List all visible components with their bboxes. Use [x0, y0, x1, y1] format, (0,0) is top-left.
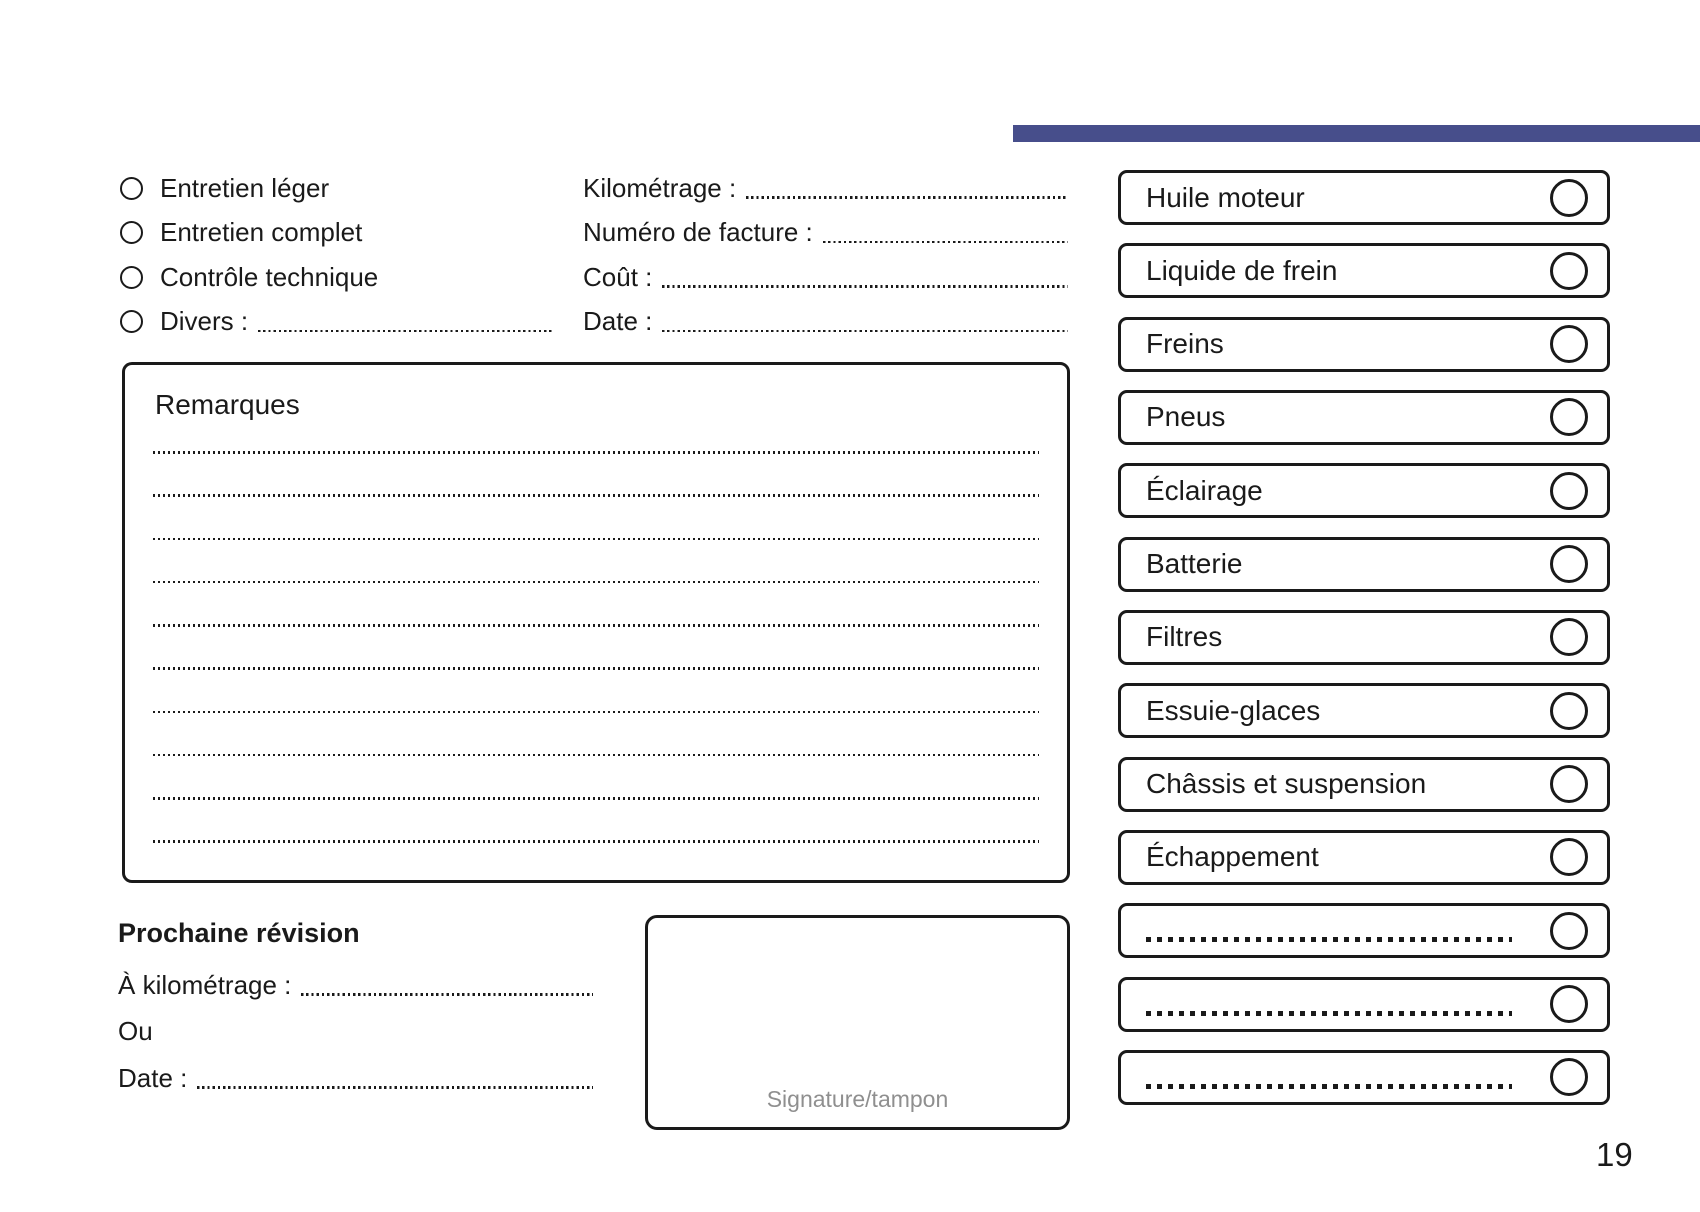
checklist-item-blank-2 — [1118, 977, 1610, 1032]
writing-line — [153, 840, 1039, 843]
checklist-item-batterie — [1118, 537, 1610, 592]
remarks-writing-lines — [153, 451, 1039, 843]
checklist-item-label: Freins — [1146, 328, 1224, 360]
check-circle-icon[interactable] — [1550, 618, 1588, 656]
checklist-item-huile-moteur — [1118, 170, 1610, 225]
remarks-title: Remarques — [155, 389, 300, 420]
field-write-in-line — [662, 285, 1068, 288]
checklist-item-label: Échappement — [1146, 841, 1319, 873]
next-service-write-in-line — [197, 1086, 593, 1089]
checklist-item-label: Liquide de frein — [1146, 254, 1338, 286]
writing-line — [153, 538, 1039, 541]
service-type-options — [120, 166, 552, 344]
checklist-item-liquide-de-frein — [1118, 243, 1610, 298]
service-option-divers — [120, 300, 552, 345]
page-number: 19 — [1596, 1136, 1633, 1173]
checklist-item-label: Châssis et suspension — [1146, 768, 1427, 800]
signature-label: Signature/tampon — [766, 1086, 949, 1112]
next-service-section — [118, 962, 593, 1102]
writing-line — [153, 711, 1039, 714]
service-option-label: Entretien léger — [160, 172, 330, 203]
blank-item-write-in-line — [1146, 937, 1512, 942]
check-circle-icon[interactable] — [1550, 325, 1588, 363]
checklist-item-freins — [1118, 317, 1610, 372]
field-label: Date : — [583, 306, 653, 337]
check-circle-icon[interactable] — [1550, 692, 1588, 730]
checklist-item-label: Filtres — [1146, 621, 1223, 653]
check-circle-icon[interactable] — [1550, 1058, 1588, 1096]
field-write-in-line — [823, 241, 1068, 244]
field-kilometrage — [583, 166, 1068, 211]
next-service-date — [118, 1055, 593, 1102]
signature-box — [645, 915, 1070, 1130]
divers-write-in-line — [258, 330, 552, 333]
check-circle-icon[interactable] — [1550, 985, 1588, 1023]
check-circle-icon[interactable] — [1550, 765, 1588, 803]
field-label: Numéro de facture : — [583, 217, 813, 248]
writing-line — [153, 494, 1039, 497]
service-option-label: Divers : — [160, 306, 249, 337]
writing-line — [153, 624, 1039, 627]
next-service-kilometrage — [118, 962, 593, 1009]
check-circle-icon[interactable] — [1550, 252, 1588, 290]
invoice-fields — [583, 166, 1068, 344]
field-date — [583, 300, 1068, 345]
checklist-item-label: Essuie-glaces — [1146, 694, 1321, 726]
service-option-label: Contrôle technique — [160, 261, 379, 292]
checklist-item-filtres — [1118, 610, 1610, 665]
check-circle-icon[interactable] — [1550, 545, 1588, 583]
blank-item-write-in-line — [1146, 1011, 1512, 1016]
next-service-write-in-line — [301, 993, 593, 996]
checklist-item-chassis-et-suspension — [1118, 757, 1610, 812]
next-service-title: Prochaine révision — [118, 918, 360, 948]
checklist-item-label: Éclairage — [1146, 474, 1263, 506]
checklist-item-essuie-glaces — [1118, 683, 1610, 738]
checklist-column — [1118, 170, 1610, 1105]
checklist-item-blank-3 — [1118, 1050, 1610, 1105]
check-circle-icon[interactable] — [1550, 912, 1588, 950]
checklist-item-pneus — [1118, 390, 1610, 445]
checklist-item-label: Huile moteur — [1146, 181, 1305, 213]
field-write-in-line — [662, 330, 1068, 333]
service-option-entretien-leger — [120, 166, 552, 211]
radio-circle-icon[interactable] — [120, 266, 143, 289]
service-option-entretien-complet — [120, 211, 552, 256]
field-label: Kilométrage : — [583, 172, 737, 203]
accent-bar — [1013, 125, 1700, 142]
check-circle-icon[interactable] — [1550, 838, 1588, 876]
checklist-item-label: Batterie — [1146, 548, 1243, 580]
radio-circle-icon[interactable] — [120, 221, 143, 244]
writing-line — [153, 797, 1039, 800]
service-option-controle-technique — [120, 255, 552, 300]
field-label: Coût : — [583, 261, 653, 292]
writing-line — [153, 754, 1039, 757]
field-numero-de-facture — [583, 211, 1068, 256]
check-circle-icon[interactable] — [1550, 179, 1588, 217]
next-service-label: Ou — [118, 1016, 153, 1047]
field-write-in-line — [746, 196, 1068, 199]
check-circle-icon[interactable] — [1550, 472, 1588, 510]
blank-item-write-in-line — [1146, 1084, 1512, 1089]
writing-line — [153, 451, 1039, 454]
next-service-label: À kilométrage : — [118, 969, 292, 1000]
writing-line — [153, 581, 1039, 584]
checklist-item-label: Pneus — [1146, 401, 1226, 433]
check-circle-icon[interactable] — [1550, 398, 1588, 436]
radio-circle-icon[interactable] — [120, 177, 143, 200]
remarks-box — [122, 362, 1070, 883]
next-service-label: Date : — [118, 1062, 188, 1093]
checklist-item-blank-1 — [1118, 903, 1610, 958]
service-option-label: Entretien complet — [160, 217, 363, 248]
radio-circle-icon[interactable] — [120, 310, 143, 333]
checklist-item-eclairage — [1118, 463, 1610, 518]
writing-line — [153, 667, 1039, 670]
field-cout — [583, 255, 1068, 300]
next-service-ou — [118, 1009, 593, 1056]
checklist-item-echappement — [1118, 830, 1610, 885]
